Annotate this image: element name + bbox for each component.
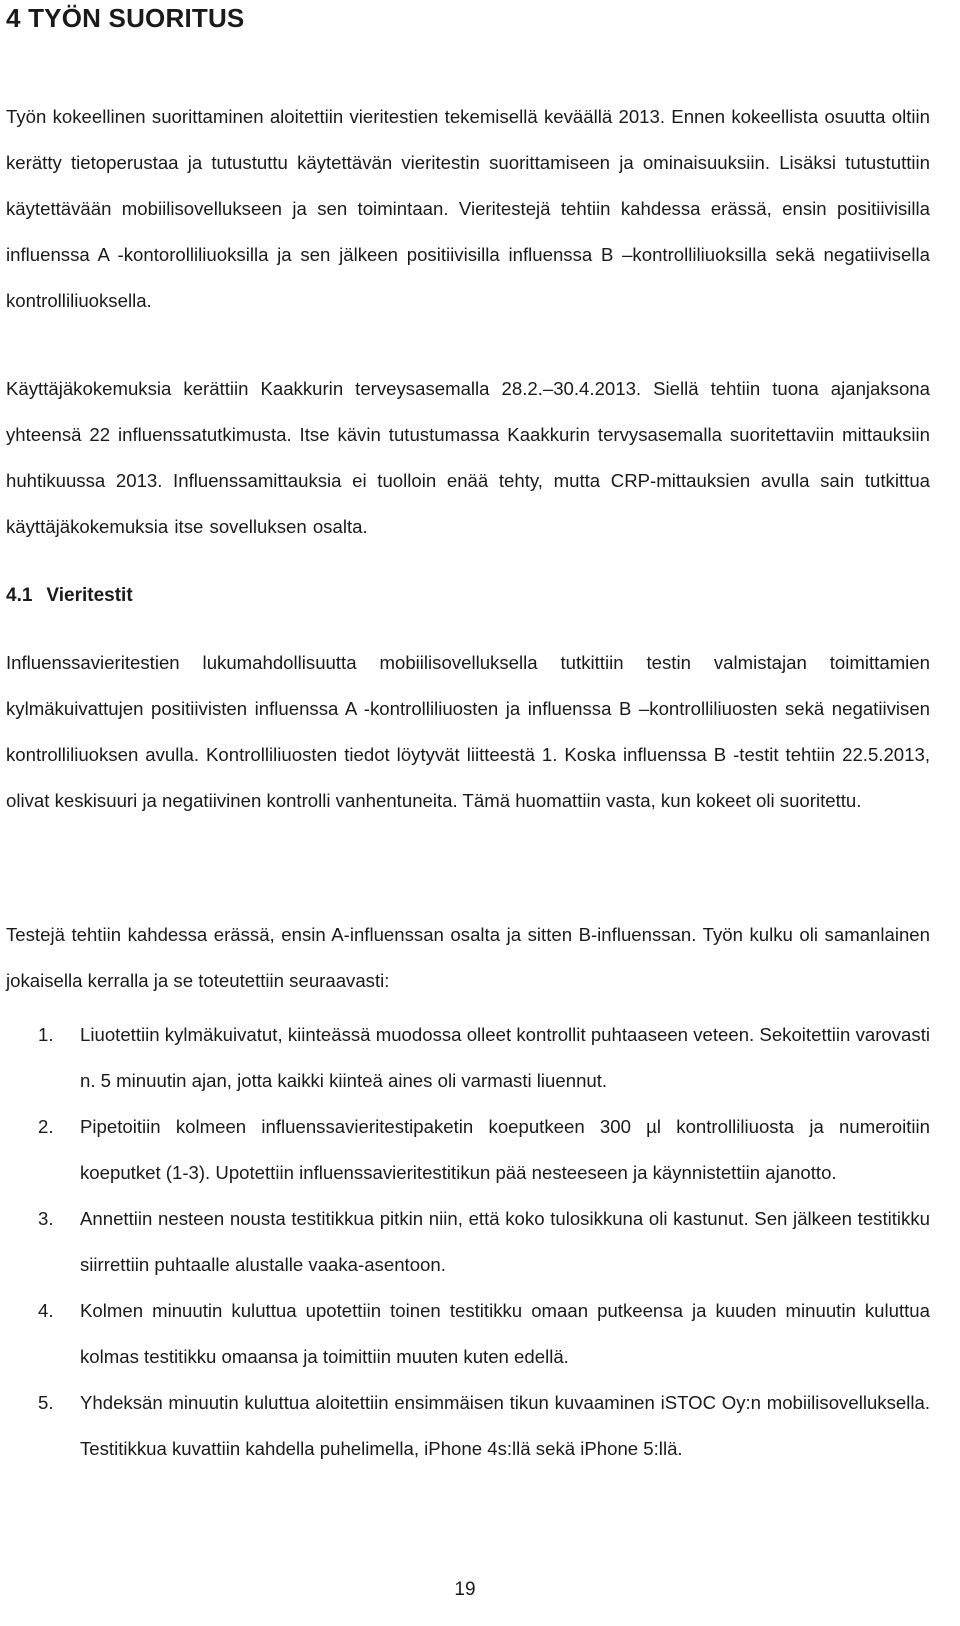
chapter-heading: 4 TYÖN SUORITUS [6, 3, 245, 33]
list-item [0, 1012, 930, 1104]
list-item-number: 3. [38, 1208, 54, 1229]
list-item [0, 1196, 930, 1288]
section-number: 4.1 [6, 585, 33, 606]
list-item-text: Pipetoitiin kolmeen influenssavieritestipaketin koeputkeen 300 µl kontrolliliuosta ja numeroitiin koeputket (1-3). Upotettiin influenssavieritestitikun pää nesteeseen ja käynnistettiin ajanotto. [80, 1116, 930, 1183]
list-item-text: Liuotettiin kylmäkuivatut, kiinteässä muodossa olleet kontrollit puhtaaseen veteen. Sekoitettiin varovasti n. 5 minuutin ajan, jotta kaikki kiinteä aines oli varmasti liuennut. [80, 1024, 930, 1091]
list-item-text: Annettiin nesteen nousta testitikkua pitkin niin, että koko tulosikkuna oli kastunut. Sen jälkeen testitikku siirrettiin puhtaalle alustalle vaaka-asentoon. [80, 1208, 930, 1275]
list-item-number: 5. [38, 1392, 54, 1413]
procedure-steps-list [0, 1012, 930, 1472]
paragraph-procedure-intro: Testejä tehtiin kahdessa erässä, ensin A-influenssan osalta ja sitten B-influenssan. Työn kulku oli samanlainen jokaisella kerralla ja se toteutettiin seuraavasti: [6, 924, 930, 991]
paragraph-intro: Työn kokeellinen suorittaminen aloitettiin vieritestien tekemisellä keväällä 2013. Ennen kokeellista osuutta oltiin kerätty tietoperustaa ja tutustuttu käytettävän vieritestin suorittamiseen ja ominaisuuksiin. Lisäksi tutustuttiin käytettävään mobiilisovellukseen ja sen toimintaan. Vieritestejä tehtiin kahdessa erässä, ensin positiivisilla influenssa A -kontorolliliuoksilla ja sen jälkeen positiivisilla influenssa B –kontrolliliuoksilla sekä negatiivisella kontrolliliuoksella. [6, 106, 930, 311]
list-item-number: 2. [38, 1116, 54, 1137]
section-title: Vieritestit [46, 585, 133, 606]
list-item-text: Kolmen minuutin kuluttua upotettiin toinen testitikku omaan putkeensa ja kuuden minuutin kuluttua kolmas testitikku omaansa ja toimittiin muuten kuten edellä. [80, 1300, 930, 1367]
paragraph-rapid-tests: Influenssavieritestien lukumahdollisuutta mobiilisovelluksella tutkittiin testin valmistajan toimittamien kylmäkuivattujen positiivisten influenssa A -kontrolliliuosten ja influenssa B –kontrolliliuosten sekä negatiivisen kontrolliliuoksen avulla. Kontrolliliuosten tiedot löytyvät liitteestä 1. Koska influenssa B -testit tehtiin 22.5.2013, olivat keskisuuri ja negatiivinen kontrolli vanhentuneita. Tämä huomattiin vasta, kun kokeet oli suoritettu. [6, 652, 930, 811]
list-item-number: 1. [38, 1024, 54, 1045]
list-item-number: 4. [38, 1300, 54, 1321]
page-number: 19 [454, 1579, 476, 1600]
section-heading [6, 578, 133, 614]
paragraph-user-experience: Käyttäjäkokemuksia kerättiin Kaakkurin terveysasemalla 28.2.–30.4.2013. Siellä tehtiin tuona ajanjaksona yhteensä 22 influenssatutkimusta. Itse kävin tutustumassa Kaakkurin tervysasemalla suoritettaviin mittauksiin huhtikuussa 2013. Influenssamittauksia ei tuolloin enää tehty, mutta CRP-mittauksien avulla sain tutkittua käyttäjäkokemuksia itse sovelluksen osalta. [6, 378, 930, 537]
list-item [0, 1288, 930, 1380]
list-item [0, 1104, 930, 1196]
list-item-text: Yhdeksän minuutin kuluttua aloitettiin ensimmäisen tikun kuvaaminen iSTOC Oy:n mobiilisovelluksella. Testitikkua kuvattiin kahdella puhelimella, iPhone 4s:llä sekä iPhone 5:llä. [80, 1392, 930, 1459]
list-item [0, 1380, 930, 1472]
